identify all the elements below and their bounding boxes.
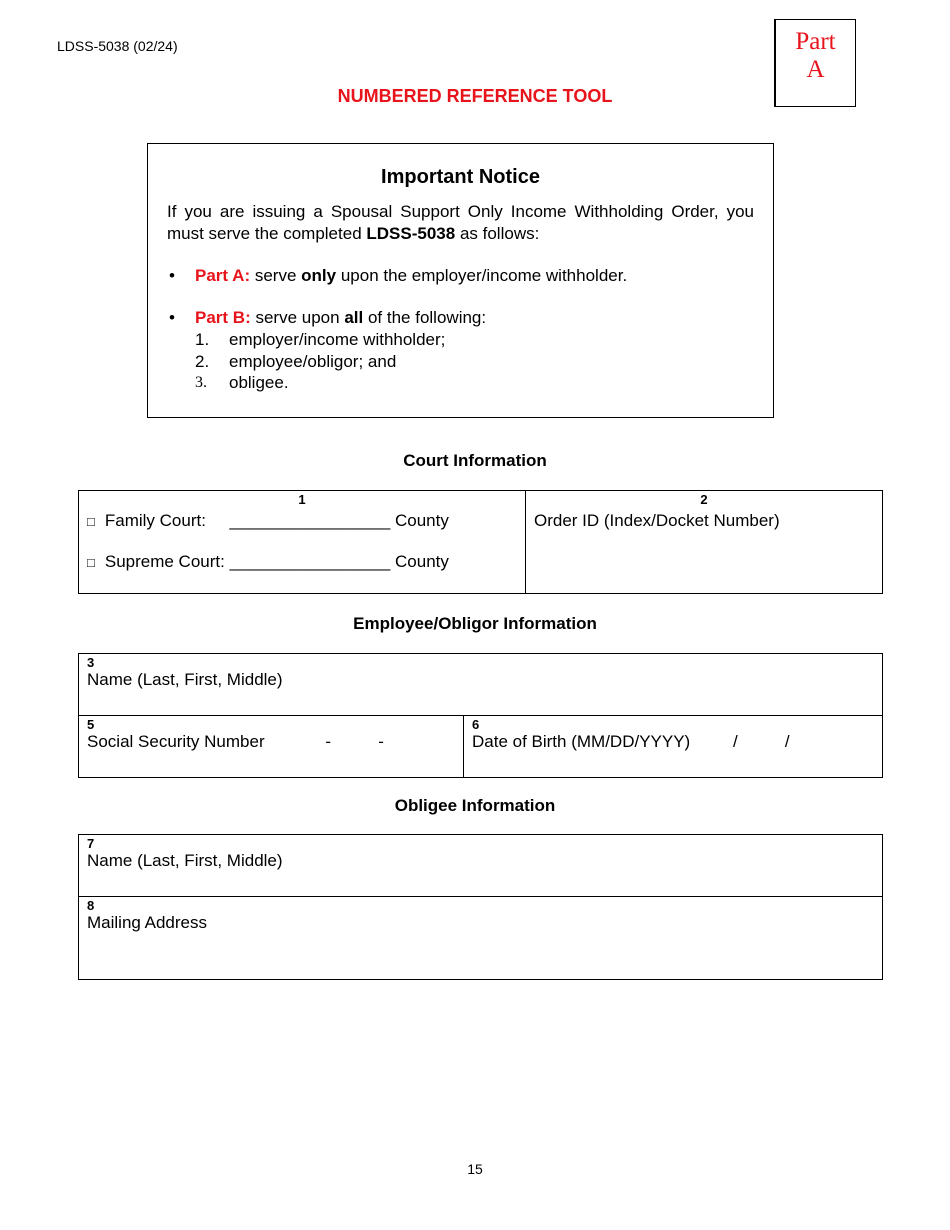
obligee-name-cell[interactable] bbox=[79, 835, 883, 897]
list-number: 1. bbox=[195, 330, 210, 349]
part-b-label: Part B: bbox=[195, 308, 251, 327]
supreme-court-option[interactable] bbox=[87, 552, 517, 573]
notice-intro bbox=[167, 201, 754, 245]
court-section-title: Court Information bbox=[403, 451, 547, 470]
employee-section-title: Employee/Obligor Information bbox=[353, 614, 597, 633]
field-number: 8 bbox=[87, 898, 95, 913]
order-id-label: Order ID (Index/Docket Number) bbox=[534, 511, 780, 530]
recipient-list bbox=[195, 329, 754, 394]
list-item bbox=[195, 351, 754, 373]
mailing-address-cell[interactable] bbox=[79, 897, 883, 980]
mailing-address-label: Mailing Address bbox=[87, 913, 208, 932]
field-number: 7 bbox=[87, 836, 95, 851]
notice-title: Important Notice bbox=[381, 166, 540, 188]
field-number: 2 bbox=[700, 492, 708, 507]
list-text: employer/income withholder; bbox=[229, 330, 446, 349]
ssn-format: - - bbox=[325, 732, 384, 751]
employee-name-cell[interactable] bbox=[79, 654, 883, 716]
notice-intro-suffix: as follows: bbox=[459, 224, 540, 243]
field-number: 1 bbox=[298, 492, 306, 507]
part-b-pre: serve upon bbox=[255, 308, 340, 327]
list-item bbox=[195, 329, 754, 351]
part-a-label: Part A: bbox=[195, 266, 251, 285]
obligee-info-table bbox=[78, 834, 883, 980]
court-type-cell bbox=[79, 491, 526, 594]
ssn-cell[interactable] bbox=[79, 716, 464, 778]
list-text: employee/obligor; and bbox=[229, 351, 397, 371]
part-label-line2: A bbox=[806, 56, 825, 83]
part-label-line1: Part bbox=[795, 28, 836, 55]
notice-form-id: LDSS-5038 bbox=[366, 224, 456, 243]
part-a-pre: serve bbox=[254, 266, 297, 285]
field-number: 5 bbox=[87, 717, 95, 732]
obligee-name-label: Name (Last, First, Middle) bbox=[87, 851, 283, 870]
ssn-label: Social Security Number bbox=[87, 732, 265, 751]
list-item bbox=[195, 372, 754, 394]
notice-intro-text: If you are issuing a Spousal Support Only Income Withholding Order, you must serve the completed bbox=[167, 202, 754, 243]
obligee-section-title: Obligee Information bbox=[394, 796, 556, 815]
page-number: 15 bbox=[467, 1161, 483, 1177]
family-court-option[interactable] bbox=[87, 511, 517, 532]
part-a-instruction bbox=[167, 265, 754, 287]
part-b-instruction bbox=[167, 307, 754, 394]
form-id: LDSS-5038 (02/24) bbox=[57, 38, 178, 54]
dob-format: / / bbox=[732, 732, 790, 751]
employee-name-label: Name (Last, First, Middle) bbox=[87, 670, 283, 689]
part-b-emphasis: all bbox=[344, 308, 364, 327]
important-notice-box bbox=[147, 143, 774, 418]
order-id-cell[interactable] bbox=[526, 491, 883, 594]
ssn-field bbox=[87, 732, 455, 752]
court-info-table bbox=[78, 490, 883, 594]
dob-field bbox=[472, 732, 874, 752]
field-number: 6 bbox=[472, 717, 480, 732]
tool-title: NUMBERED REFERENCE TOOL bbox=[337, 86, 613, 106]
part-b-post: of the following: bbox=[367, 308, 487, 327]
dob-label: Date of Birth (MM/DD/YYYY) bbox=[472, 732, 691, 751]
bullet-icon: • bbox=[169, 266, 175, 285]
list-text: obligee. bbox=[229, 373, 289, 392]
list-number: 2. bbox=[195, 351, 210, 371]
employee-info-table bbox=[78, 653, 883, 778]
checkbox-icon[interactable]: □ bbox=[87, 555, 95, 570]
dob-cell[interactable] bbox=[464, 716, 883, 778]
field-number: 3 bbox=[87, 655, 95, 670]
bullet-icon: • bbox=[169, 308, 175, 327]
supreme-court-label: Supreme Court: _________________ County bbox=[104, 552, 449, 571]
family-court-label: Family Court: _________________ County bbox=[104, 511, 449, 530]
checkbox-icon[interactable]: □ bbox=[87, 514, 95, 529]
part-a-emphasis: only bbox=[301, 266, 337, 285]
list-number: 3. bbox=[195, 374, 207, 391]
part-a-post: upon the employer/income withholder. bbox=[340, 266, 628, 285]
